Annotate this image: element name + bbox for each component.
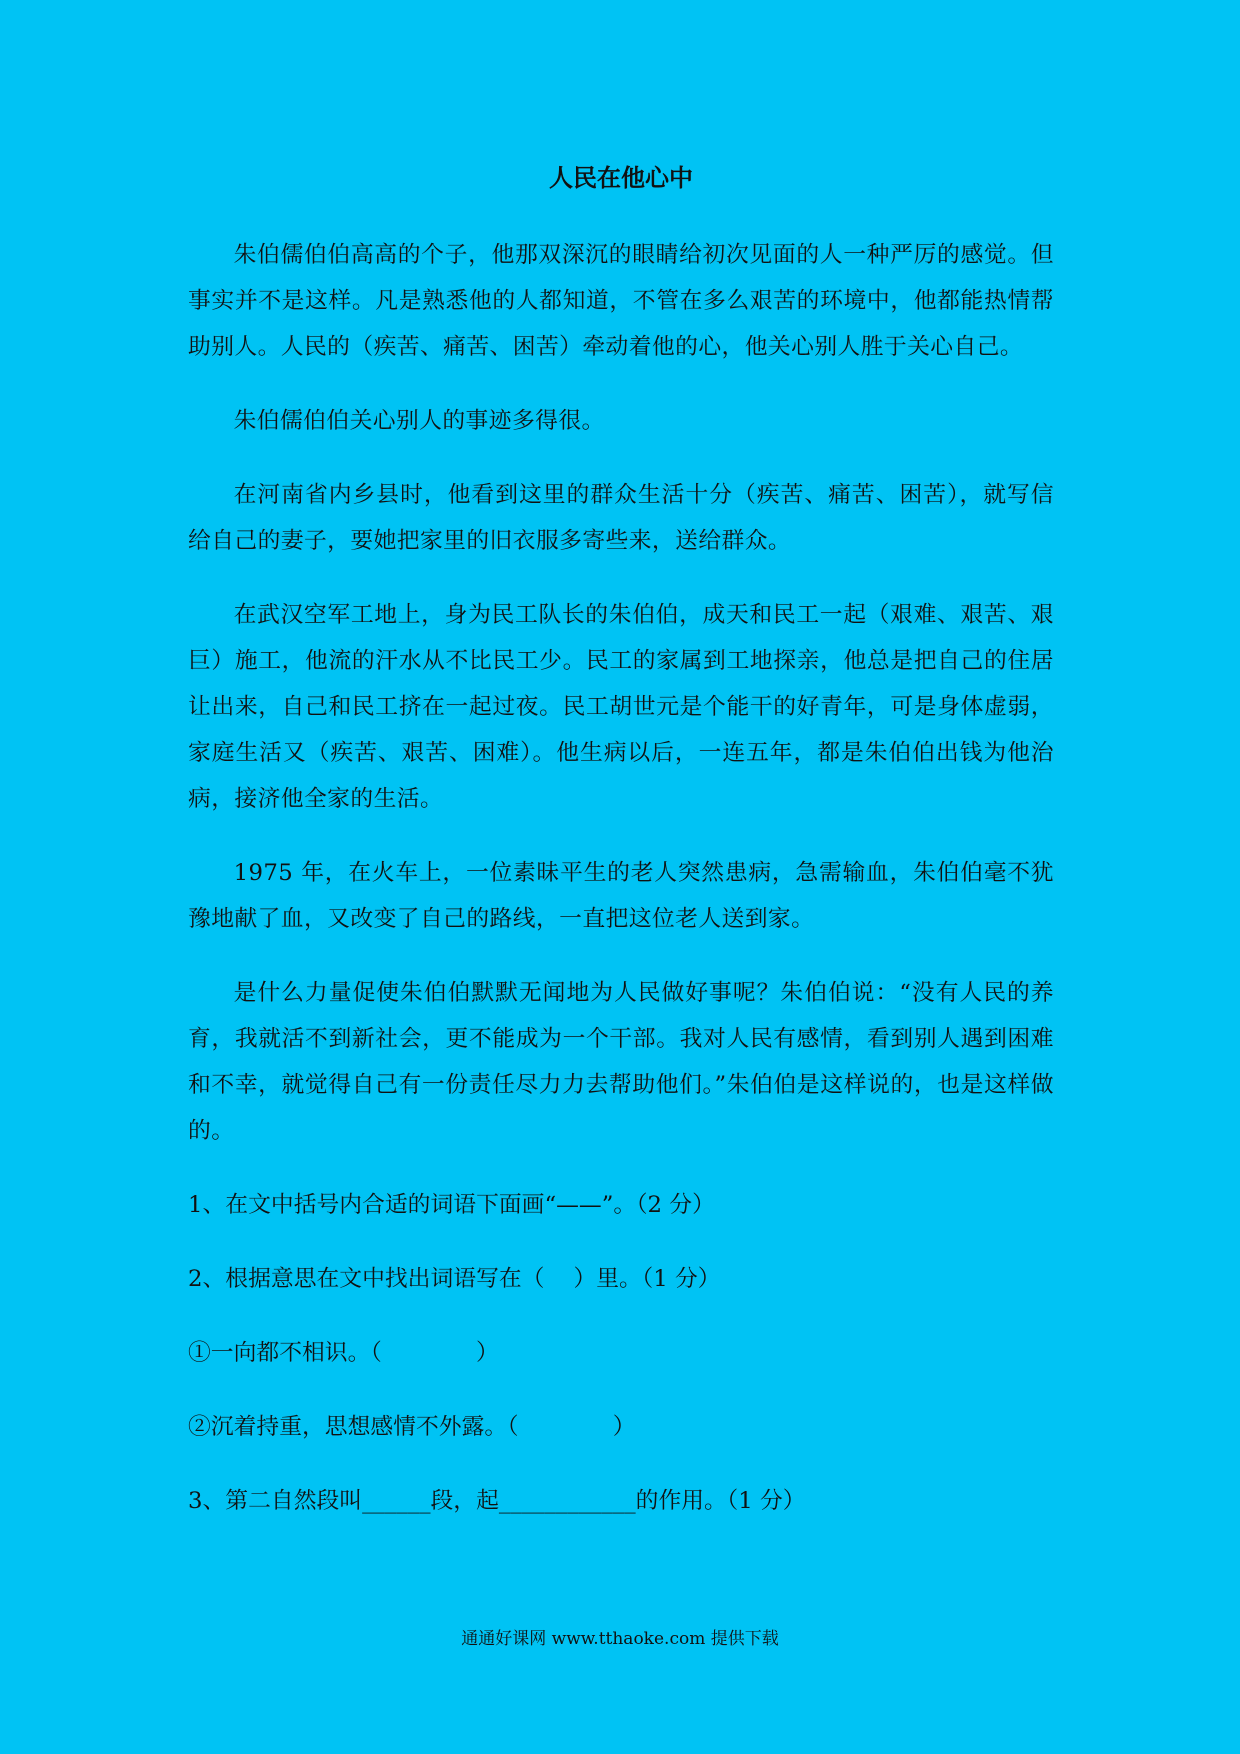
- paragraph-5: 1975 年，在火车上，一位素昧平生的老人突然患病，急需输血，朱伯伯毫不犹豫地献了血，又改变了自己的路线，一直把这位老人送到家。: [188, 860, 1054, 932]
- paragraph-3: 在河南省内乡县时，他看到这里的群众生活十分（疾苦、痛苦、困苦），就写信给自己的妻子，要她把家里的旧衣服多寄些来，送给群众。: [188, 482, 1054, 554]
- paragraph-6: 是什么力量促使朱伯伯默默无闻地为人民做好事呢？朱伯伯说：“没有人民的养育，我就活不到新社会，更不能成为一个干部。我对人民有感情，看到别人遇到困难和不幸，就觉得自己有一份责任尽力力去帮助他们。”朱伯伯是这样说的，也是这样做的。: [188, 980, 1054, 1144]
- paragraph-4: 在武汉空军工地上，身为民工队长的朱伯伯，成天和民工一起（艰难、艰苦、艰巨）施工，他流的汗水从不比民工少。民工的家属到工地探亲，他总是把自己的住居让出来，自己和民工挤在一起过夜。民工胡世元是个能干的好青年，可是身体虚弱，家庭生活又（疾苦、艰苦、困难）。他生病以后，一连五年，都是朱伯伯出钱为他治病，接济他全家的生活。: [188, 602, 1054, 812]
- page-footer: 通通好课网 www.tthaoke.com 提供下载: [461, 1629, 779, 1649]
- paragraph-1: 朱伯儒伯伯高高的个子，他那双深沉的眼睛给初次见面的人一种严厉的感觉。但事实并不是这样。凡是熟悉他的人都知道，不管在多么艰苦的环境中，他都能热情帮助别人。人民的（疾苦、痛苦、困苦）牵动着他的心，他关心别人胜于关心自己。: [188, 242, 1054, 360]
- question-2-item-1: ①一向都不相识。（ ）: [188, 1340, 499, 1366]
- question-2: 2、根据意思在文中找出词语写在（ ）里。（1 分）: [188, 1266, 721, 1292]
- article-title: 人民在他心中: [549, 163, 693, 192]
- question-2-item-2: ②沉着持重，思想感情不外露。（ ）: [188, 1414, 636, 1440]
- paragraph-2: 朱伯儒伯伯关心别人的事迹多得很。: [233, 408, 605, 434]
- question-3: 3、第二自然段叫______段，起____________的作用。（1 分）: [188, 1488, 806, 1514]
- question-1: 1、在文中括号内合适的词语下面画“——”。（2 分）: [188, 1192, 715, 1218]
- document-page: [188, 150, 1054, 1552]
